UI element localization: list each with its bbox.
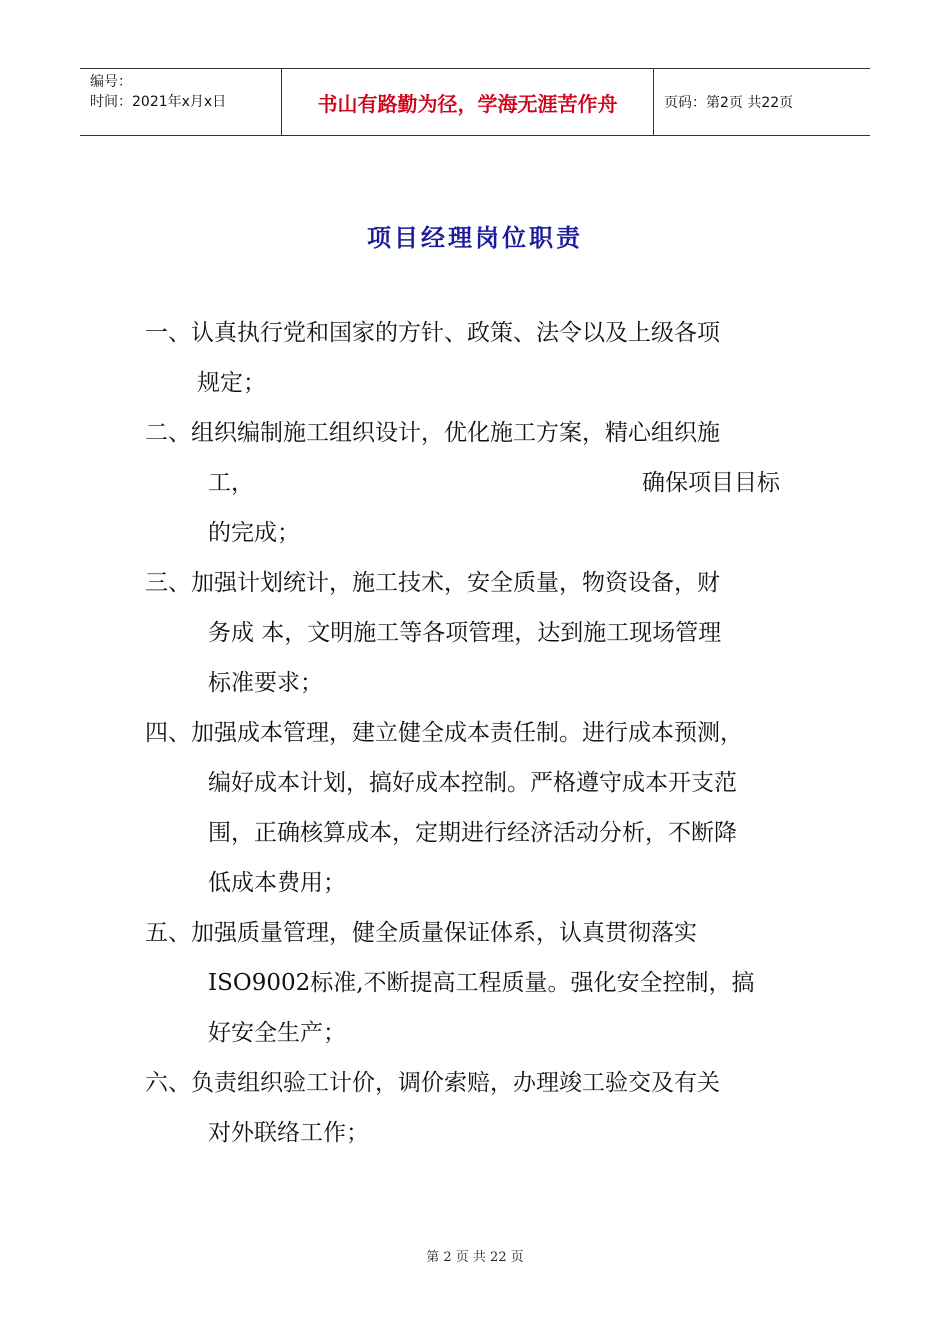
page-footer: 第 2 页 共 22 页 bbox=[426, 1250, 524, 1265]
item-3-line-1: 三、加强计划统计，施工技术，安全质量，物资设备，财 bbox=[145, 570, 720, 596]
page-header bbox=[80, 68, 870, 136]
item-4-line-2: 编好成本计划，搞好成本控制。严格遵守成本开支范 bbox=[208, 770, 737, 796]
item-3-line-2: 务成 本，文明施工等各项管理，达到施工现场管理 bbox=[208, 620, 722, 646]
item-6-line-1: 六、负责组织验工计价，调价索赔，办理竣工验交及有关 bbox=[145, 1070, 720, 1096]
item-2-line-1: 二、组织编制施工组织设计，优化施工方案，精心组织施 bbox=[145, 420, 720, 446]
duty-list bbox=[145, 308, 815, 1158]
item-4-line-3: 围，正确核算成本，定期进行经济活动分析，不断降 bbox=[208, 820, 737, 846]
item-6-line-2: 对外联络工作； bbox=[208, 1120, 369, 1146]
header-motto: 书山有路勤为径，学海无涯苦作舟 bbox=[281, 69, 654, 135]
item-1-line-2: 规定； bbox=[197, 370, 266, 396]
item-2-line-2-right: 确保项目目标 bbox=[642, 470, 780, 496]
time-label: 时间：2021年x月x日 bbox=[90, 94, 227, 110]
item-2-line-2-left: 工， bbox=[208, 470, 254, 496]
item-1-line-1: 一、认真执行党和国家的方针、政策、法令以及上级各项 bbox=[145, 320, 720, 346]
number-label: 编号： bbox=[90, 74, 132, 90]
document-title: 项目经理岗位职责 bbox=[367, 224, 583, 252]
item-5-line-1: 五、加强质量管理，健全质量保证体系，认真贯彻落实 bbox=[145, 920, 697, 946]
item-5-line-2: ISO9002标准,不断提高工程质量。强化安全控制，搞 bbox=[208, 970, 755, 996]
item-3-line-3: 标准要求； bbox=[208, 670, 323, 696]
item-4-line-4: 低成本费用； bbox=[208, 870, 346, 896]
item-4-line-1: 四、加强成本管理，建立健全成本责任制。进行成本预测， bbox=[145, 720, 743, 746]
item-2-line-2 bbox=[145, 458, 815, 508]
header-page-info: 页码：第2页 共22页 bbox=[664, 95, 794, 111]
item-5-line-3: 好安全生产； bbox=[208, 1020, 346, 1046]
item-2-line-3: 的完成； bbox=[208, 520, 300, 546]
header-meta bbox=[80, 69, 281, 135]
